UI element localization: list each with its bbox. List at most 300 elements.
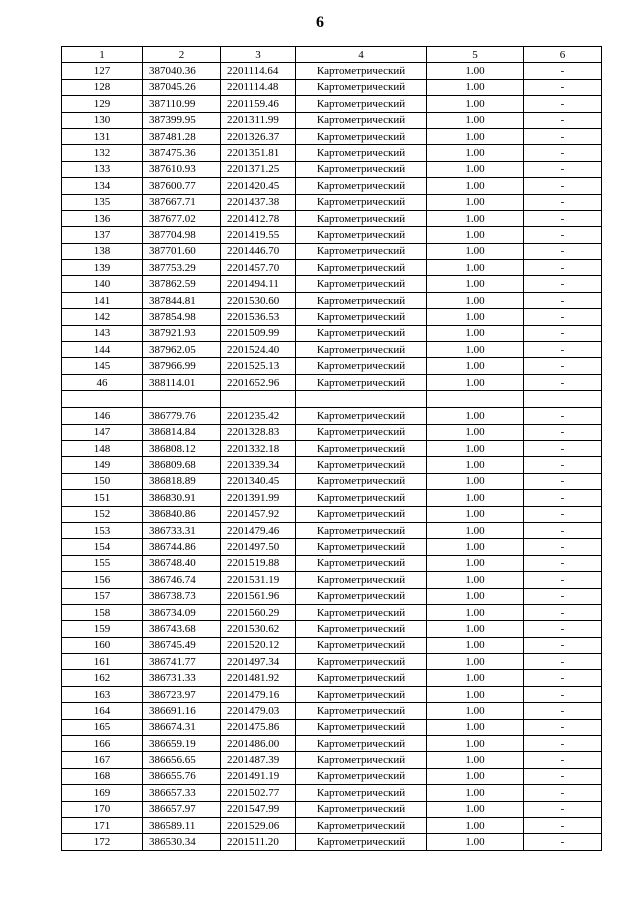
table-row [62, 670, 602, 686]
y-coordinate-cell: 2201340.45 [221, 473, 296, 489]
accuracy-cell: 1.00 [427, 736, 524, 752]
note-cell: - [524, 785, 602, 801]
method-cell: Картометрический [296, 522, 427, 538]
point-number-cell: 170 [62, 801, 143, 817]
table-row [62, 309, 602, 325]
accuracy-cell: 1.00 [427, 408, 524, 424]
y-coordinate-cell: 2201159.46 [221, 96, 296, 112]
table-row [62, 801, 602, 817]
method-cell: Картометрический [296, 654, 427, 670]
point-number-cell: 132 [62, 145, 143, 161]
accuracy-cell: 1.00 [427, 457, 524, 473]
y-coordinate-cell: 2201547.99 [221, 801, 296, 817]
point-number-cell: 159 [62, 621, 143, 637]
table-header-row [62, 47, 602, 63]
y-coordinate-cell: 2201561.96 [221, 588, 296, 604]
note-cell: - [524, 817, 602, 833]
method-cell: Картометрический [296, 374, 427, 390]
y-coordinate-cell: 2201457.92 [221, 506, 296, 522]
table-row [62, 276, 602, 292]
method-cell: Картометрический [296, 555, 427, 571]
accuracy-cell: 1.00 [427, 440, 524, 456]
point-number-cell: 141 [62, 292, 143, 308]
note-cell: - [524, 358, 602, 374]
x-coordinate-cell: 386734.09 [143, 604, 221, 620]
accuracy-cell: 1.00 [427, 145, 524, 161]
method-cell: Картометрический [296, 621, 427, 637]
table-row [62, 719, 602, 735]
table-row [62, 768, 602, 784]
point-number-cell: 149 [62, 457, 143, 473]
note-cell: - [524, 736, 602, 752]
method-cell: Картометрический [296, 79, 427, 95]
table-row [62, 243, 602, 259]
accuracy-cell: 1.00 [427, 79, 524, 95]
x-coordinate-cell: 388114.01 [143, 374, 221, 390]
note-cell: - [524, 63, 602, 79]
y-coordinate-cell: 2201531.19 [221, 572, 296, 588]
point-number-cell: 148 [62, 440, 143, 456]
y-coordinate-cell: 2201311.99 [221, 112, 296, 128]
accuracy-cell: 1.00 [427, 490, 524, 506]
accuracy-cell: 1.00 [427, 96, 524, 112]
accuracy-cell: 1.00 [427, 63, 524, 79]
y-coordinate-cell: 2201339.34 [221, 457, 296, 473]
method-cell: Картометрический [296, 276, 427, 292]
point-number-cell: 155 [62, 555, 143, 571]
note-cell: - [524, 194, 602, 210]
accuracy-cell: 1.00 [427, 292, 524, 308]
method-cell: Картометрический [296, 227, 427, 243]
y-coordinate-cell: 2201457.70 [221, 260, 296, 276]
note-cell: - [524, 572, 602, 588]
x-coordinate-cell: 387962.05 [143, 342, 221, 358]
point-number-cell: 154 [62, 539, 143, 555]
x-coordinate-cell: 386744.86 [143, 539, 221, 555]
table-row [62, 506, 602, 522]
table-row [62, 522, 602, 538]
note-cell: - [524, 161, 602, 177]
table-row [62, 358, 602, 374]
table-row [62, 490, 602, 506]
x-coordinate-cell: 387045.26 [143, 79, 221, 95]
table-row [62, 817, 602, 833]
accuracy-cell: 1.00 [427, 424, 524, 440]
point-number-cell: 134 [62, 178, 143, 194]
point-number-cell: 158 [62, 604, 143, 620]
y-coordinate-cell: 2201497.34 [221, 654, 296, 670]
x-coordinate-cell: 386840.86 [143, 506, 221, 522]
x-coordinate-cell: 386657.33 [143, 785, 221, 801]
method-cell: Картометрический [296, 309, 427, 325]
y-coordinate-cell: 2201525.13 [221, 358, 296, 374]
x-coordinate-cell: 386745.49 [143, 637, 221, 653]
note-cell: - [524, 457, 602, 473]
point-number-cell: 164 [62, 703, 143, 719]
note-cell: - [524, 670, 602, 686]
table-row [62, 178, 602, 194]
x-coordinate-cell: 386656.65 [143, 752, 221, 768]
method-cell: Картометрический [296, 457, 427, 473]
method-cell: Картометрический [296, 178, 427, 194]
note-cell: - [524, 243, 602, 259]
y-coordinate-cell: 2201652.96 [221, 374, 296, 390]
accuracy-cell: 1.00 [427, 194, 524, 210]
accuracy-cell: 1.00 [427, 572, 524, 588]
accuracy-cell: 1.00 [427, 506, 524, 522]
point-number-cell: 165 [62, 719, 143, 735]
accuracy-cell: 1.00 [427, 785, 524, 801]
y-coordinate-cell: 2201529.06 [221, 817, 296, 833]
method-cell: Картометрический [296, 210, 427, 226]
table-row [62, 621, 602, 637]
y-coordinate-cell: 2201328.83 [221, 424, 296, 440]
note-cell: - [524, 440, 602, 456]
point-number-cell: 163 [62, 686, 143, 702]
accuracy-cell: 1.00 [427, 210, 524, 226]
method-cell: Картометрический [296, 719, 427, 735]
point-number-cell: 150 [62, 473, 143, 489]
note-cell: - [524, 128, 602, 144]
accuracy-cell: 1.00 [427, 719, 524, 735]
note-cell: - [524, 539, 602, 555]
accuracy-cell: 1.00 [427, 555, 524, 571]
table-row [62, 752, 602, 768]
point-number-cell: 172 [62, 834, 143, 850]
y-coordinate-cell: 2201371.25 [221, 161, 296, 177]
method-cell: Картометрический [296, 342, 427, 358]
method-cell: Картометрический [296, 785, 427, 801]
note-cell: - [524, 801, 602, 817]
table-row [62, 79, 602, 95]
point-number-cell: 145 [62, 358, 143, 374]
y-coordinate-cell: 2201479.03 [221, 703, 296, 719]
accuracy-cell: 1.00 [427, 276, 524, 292]
accuracy-cell: 1.00 [427, 128, 524, 144]
method-cell: Картометрический [296, 572, 427, 588]
x-coordinate-cell: 386748.40 [143, 555, 221, 571]
accuracy-cell: 1.00 [427, 161, 524, 177]
note-cell: - [524, 292, 602, 308]
note-cell: - [524, 112, 602, 128]
method-cell: Картометрический [296, 736, 427, 752]
header-cell: 6 [524, 47, 602, 63]
table-row [62, 637, 602, 653]
accuracy-cell: 1.00 [427, 752, 524, 768]
accuracy-cell: 1.00 [427, 260, 524, 276]
table-row [62, 210, 602, 226]
accuracy-cell: 1.00 [427, 112, 524, 128]
method-cell: Картометрический [296, 490, 427, 506]
method-cell: Картометрический [296, 325, 427, 341]
accuracy-cell: 1.00 [427, 670, 524, 686]
y-coordinate-cell: 2201520.12 [221, 637, 296, 653]
accuracy-cell: 1.00 [427, 325, 524, 341]
table-row [62, 604, 602, 620]
accuracy-cell: 1.00 [427, 243, 524, 259]
point-number-cell: 160 [62, 637, 143, 653]
note-cell: - [524, 522, 602, 538]
table-row [62, 539, 602, 555]
table-row [62, 145, 602, 161]
table-row [62, 686, 602, 702]
table-body [62, 63, 602, 850]
table-row [62, 161, 602, 177]
table-row [62, 424, 602, 440]
accuracy-cell: 1.00 [427, 473, 524, 489]
table-row [62, 703, 602, 719]
accuracy-cell [427, 391, 524, 408]
table-row [62, 654, 602, 670]
point-number-cell: 135 [62, 194, 143, 210]
x-coordinate-cell: 386723.97 [143, 686, 221, 702]
note-cell: - [524, 374, 602, 390]
note-cell: - [524, 752, 602, 768]
x-coordinate-cell: 387399.95 [143, 112, 221, 128]
x-coordinate-cell: 386743.68 [143, 621, 221, 637]
method-cell [296, 391, 427, 408]
note-cell: - [524, 408, 602, 424]
point-number-cell: 152 [62, 506, 143, 522]
accuracy-cell: 1.00 [427, 637, 524, 653]
table-row [62, 374, 602, 390]
x-coordinate-cell: 387040.36 [143, 63, 221, 79]
accuracy-cell: 1.00 [427, 178, 524, 194]
accuracy-cell: 1.00 [427, 834, 524, 850]
y-coordinate-cell: 2201524.40 [221, 342, 296, 358]
x-coordinate-cell: 387921.93 [143, 325, 221, 341]
table-row [62, 588, 602, 604]
method-cell: Картометрический [296, 424, 427, 440]
method-cell: Картометрический [296, 145, 427, 161]
point-number-cell: 139 [62, 260, 143, 276]
y-coordinate-cell: 2201487.39 [221, 752, 296, 768]
x-coordinate-cell: 387701.60 [143, 243, 221, 259]
method-cell: Картометрический [296, 96, 427, 112]
x-coordinate-cell: 386659.19 [143, 736, 221, 752]
y-coordinate-cell: 2201437.38 [221, 194, 296, 210]
method-cell: Картометрический [296, 473, 427, 489]
y-coordinate-cell: 2201114.48 [221, 79, 296, 95]
y-coordinate-cell [221, 391, 296, 408]
y-coordinate-cell: 2201326.37 [221, 128, 296, 144]
accuracy-cell: 1.00 [427, 703, 524, 719]
method-cell: Картометрический [296, 260, 427, 276]
x-coordinate-cell: 387704.98 [143, 227, 221, 243]
method-cell: Картометрический [296, 703, 427, 719]
method-cell: Картометрический [296, 539, 427, 555]
point-number-cell: 151 [62, 490, 143, 506]
accuracy-cell: 1.00 [427, 604, 524, 620]
accuracy-cell: 1.00 [427, 309, 524, 325]
note-cell: - [524, 79, 602, 95]
note-cell: - [524, 654, 602, 670]
note-cell: - [524, 342, 602, 358]
point-number-cell [62, 391, 143, 408]
method-cell: Картометрический [296, 768, 427, 784]
note-cell: - [524, 178, 602, 194]
note-cell: - [524, 490, 602, 506]
x-coordinate-cell: 386733.31 [143, 522, 221, 538]
point-number-cell: 131 [62, 128, 143, 144]
x-coordinate-cell: 386731.33 [143, 670, 221, 686]
note-cell [524, 391, 602, 408]
method-cell: Картометрический [296, 801, 427, 817]
accuracy-cell: 1.00 [427, 342, 524, 358]
y-coordinate-cell: 2201497.50 [221, 539, 296, 555]
x-coordinate-cell: 386746.74 [143, 572, 221, 588]
x-coordinate-cell: 387600.77 [143, 178, 221, 194]
table-row [62, 457, 602, 473]
y-coordinate-cell: 2201419.55 [221, 227, 296, 243]
point-number-cell: 129 [62, 96, 143, 112]
x-coordinate-cell: 387481.28 [143, 128, 221, 144]
point-number-cell: 147 [62, 424, 143, 440]
point-number-cell: 167 [62, 752, 143, 768]
y-coordinate-cell: 2201351.81 [221, 145, 296, 161]
x-coordinate-cell: 386674.31 [143, 719, 221, 735]
point-number-cell: 157 [62, 588, 143, 604]
x-coordinate-cell: 386808.12 [143, 440, 221, 456]
accuracy-cell: 1.00 [427, 358, 524, 374]
accuracy-cell: 1.00 [427, 227, 524, 243]
x-coordinate-cell: 387475.36 [143, 145, 221, 161]
note-cell: - [524, 604, 602, 620]
point-number-cell: 133 [62, 161, 143, 177]
table-row [62, 260, 602, 276]
table-row [62, 194, 602, 210]
page-number: 6 [316, 14, 324, 31]
note-cell: - [524, 768, 602, 784]
note-cell: - [524, 424, 602, 440]
y-coordinate-cell: 2201332.18 [221, 440, 296, 456]
x-coordinate-cell: 386830.91 [143, 490, 221, 506]
table-row [62, 292, 602, 308]
method-cell: Картометрический [296, 128, 427, 144]
x-coordinate-cell: 386779.76 [143, 408, 221, 424]
accuracy-cell: 1.00 [427, 539, 524, 555]
method-cell: Картометрический [296, 604, 427, 620]
x-coordinate-cell: 386809.68 [143, 457, 221, 473]
note-cell: - [524, 834, 602, 850]
x-coordinate-cell: 386655.76 [143, 768, 221, 784]
table-row [62, 440, 602, 456]
note-cell: - [524, 703, 602, 719]
y-coordinate-cell: 2201509.99 [221, 325, 296, 341]
point-number-cell: 169 [62, 785, 143, 801]
x-coordinate-cell: 386738.73 [143, 588, 221, 604]
point-number-cell: 143 [62, 325, 143, 341]
header-cell: 5 [427, 47, 524, 63]
note-cell: - [524, 210, 602, 226]
accuracy-cell: 1.00 [427, 621, 524, 637]
method-cell: Картометрический [296, 506, 427, 522]
point-number-cell: 136 [62, 210, 143, 226]
x-coordinate-cell: 386657.97 [143, 801, 221, 817]
point-number-cell: 144 [62, 342, 143, 358]
note-cell: - [524, 96, 602, 112]
accuracy-cell: 1.00 [427, 588, 524, 604]
table-row [62, 473, 602, 489]
method-cell: Картометрический [296, 834, 427, 850]
note-cell: - [524, 621, 602, 637]
x-coordinate-cell: 387862.59 [143, 276, 221, 292]
y-coordinate-cell: 2201479.16 [221, 686, 296, 702]
y-coordinate-cell: 2201491.19 [221, 768, 296, 784]
x-coordinate-cell: 386589.11 [143, 817, 221, 833]
x-coordinate-cell: 386691.16 [143, 703, 221, 719]
table-row [62, 736, 602, 752]
x-coordinate-cell: 386741.77 [143, 654, 221, 670]
point-number-cell: 128 [62, 79, 143, 95]
table-row [62, 227, 602, 243]
accuracy-cell: 1.00 [427, 817, 524, 833]
table-row [62, 408, 602, 424]
header-cell: 4 [296, 47, 427, 63]
y-coordinate-cell: 2201494.11 [221, 276, 296, 292]
x-coordinate-cell [143, 391, 221, 408]
x-coordinate-cell: 386530.34 [143, 834, 221, 850]
y-coordinate-cell: 2201536.53 [221, 309, 296, 325]
x-coordinate-cell: 387677.02 [143, 210, 221, 226]
method-cell: Картометрический [296, 817, 427, 833]
table-row [62, 325, 602, 341]
accuracy-cell: 1.00 [427, 522, 524, 538]
y-coordinate-cell: 2201560.29 [221, 604, 296, 620]
accuracy-cell: 1.00 [427, 686, 524, 702]
accuracy-cell: 1.00 [427, 654, 524, 670]
point-number-cell: 153 [62, 522, 143, 538]
accuracy-cell: 1.00 [427, 374, 524, 390]
table-row [62, 785, 602, 801]
y-coordinate-cell: 2201481.92 [221, 670, 296, 686]
y-coordinate-cell: 2201475.86 [221, 719, 296, 735]
note-cell: - [524, 555, 602, 571]
y-coordinate-cell: 2201446.70 [221, 243, 296, 259]
point-number-cell: 161 [62, 654, 143, 670]
table-row [62, 391, 602, 408]
method-cell: Картометрический [296, 588, 427, 604]
y-coordinate-cell: 2201235.42 [221, 408, 296, 424]
accuracy-cell: 1.00 [427, 768, 524, 784]
method-cell: Картометрический [296, 408, 427, 424]
x-coordinate-cell: 387667.71 [143, 194, 221, 210]
method-cell: Картометрический [296, 752, 427, 768]
y-coordinate-cell: 2201391.99 [221, 490, 296, 506]
point-number-cell: 146 [62, 408, 143, 424]
method-cell: Картометрический [296, 63, 427, 79]
method-cell: Картометрический [296, 670, 427, 686]
method-cell: Картометрический [296, 292, 427, 308]
note-cell: - [524, 473, 602, 489]
header-cell: 2 [143, 47, 221, 63]
note-cell: - [524, 260, 602, 276]
method-cell: Картометрический [296, 243, 427, 259]
note-cell: - [524, 276, 602, 292]
point-number-cell: 46 [62, 374, 143, 390]
y-coordinate-cell: 2201502.77 [221, 785, 296, 801]
point-number-cell: 156 [62, 572, 143, 588]
method-cell: Картометрический [296, 637, 427, 653]
y-coordinate-cell: 2201420.45 [221, 178, 296, 194]
point-number-cell: 171 [62, 817, 143, 833]
y-coordinate-cell: 2201519.88 [221, 555, 296, 571]
point-number-cell: 142 [62, 309, 143, 325]
header-cell: 3 [221, 47, 296, 63]
table-row [62, 342, 602, 358]
point-number-cell: 127 [62, 63, 143, 79]
y-coordinate-cell: 2201530.60 [221, 292, 296, 308]
